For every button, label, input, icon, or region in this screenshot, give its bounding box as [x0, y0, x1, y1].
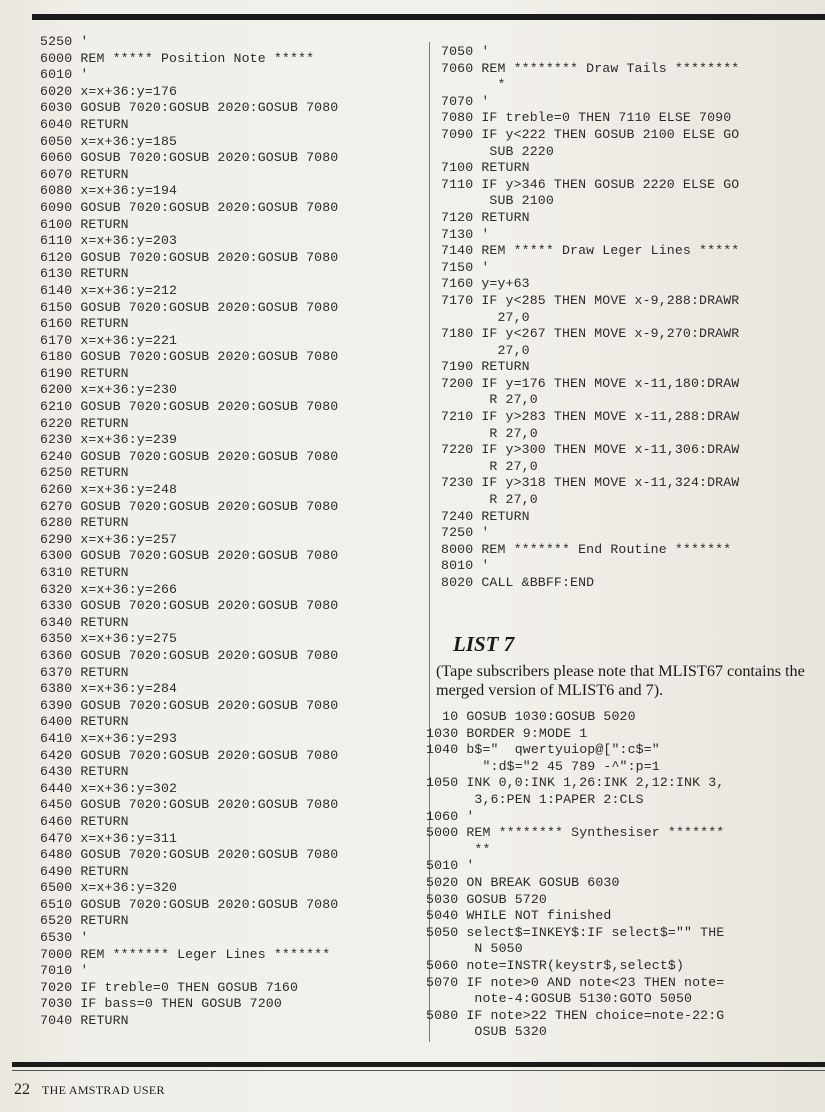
code-line: 1060 ' — [426, 808, 475, 824]
code-line: 6530 ' — [40, 930, 89, 946]
code-line: 7150 ' — [441, 259, 490, 275]
code-line: 6080 x=x+36:y=194 — [40, 183, 178, 199]
code-line: 6020 x=x+36:y=176 — [40, 83, 178, 99]
code-line: 1050 INK 0,0:INK 1,26:INK 2,12:INK 3, — [426, 775, 725, 791]
code-line: 1040 b$=" qwertyuiop@[":c$=" — [426, 742, 660, 758]
code-line: 6190 RETURN — [40, 365, 129, 381]
code-line: 7220 IF y>300 THEN MOVE x-11,306:DRAW — [441, 442, 740, 458]
code-line: 6070 RETURN — [40, 166, 129, 182]
code-line: 6320 x=x+36:y=266 — [40, 581, 178, 597]
code-line: 6110 x=x+36:y=203 — [40, 233, 178, 249]
list7-code-column — [426, 709, 724, 1041]
code-line: 5010 ' — [426, 858, 475, 874]
code-line: 27,0 — [441, 309, 530, 325]
code-line: 6330 GOSUB 7020:GOSUB 2020:GOSUB 7080 — [40, 598, 339, 614]
code-line: OSUB 5320 — [426, 1024, 547, 1040]
code-line: 7010 ' — [40, 963, 89, 979]
code-line: 6100 RETURN — [40, 216, 129, 232]
code-line: 5020 ON BREAK GOSUB 6030 — [426, 874, 620, 890]
code-line: 6520 RETURN — [40, 913, 129, 929]
code-line: 7070 ' — [441, 93, 490, 109]
right-code-column — [441, 44, 739, 592]
code-line: 7020 IF treble=0 THEN GOSUB 7160 — [40, 979, 299, 995]
code-line: 7100 RETURN — [441, 160, 530, 176]
code-line: 6410 x=x+36:y=293 — [40, 730, 178, 746]
code-line: 7140 REM ***** Draw Leger Lines ***** — [441, 243, 740, 259]
code-line: 7210 IF y>283 THEN MOVE x-11,288:DRAW — [441, 409, 740, 425]
code-line: 6240 GOSUB 7020:GOSUB 2020:GOSUB 7080 — [40, 448, 339, 464]
code-line: R 27,0 — [441, 458, 538, 474]
code-line: 6210 GOSUB 7020:GOSUB 2020:GOSUB 7080 — [40, 399, 339, 415]
code-line: SUB 2100 — [441, 193, 554, 209]
code-line: 3,6:PEN 1:PAPER 2:CLS — [426, 791, 644, 807]
code-line: R 27,0 — [441, 392, 538, 408]
code-line: 6170 x=x+36:y=221 — [40, 332, 178, 348]
code-line: 8020 CALL &BBFF:END — [441, 575, 595, 590]
code-line: 6220 RETURN — [40, 415, 129, 431]
code-line: 6350 x=x+36:y=275 — [40, 631, 178, 647]
code-line: 5060 note=INSTR(keystr$,select$) — [426, 957, 685, 973]
code-line: * — [441, 77, 506, 93]
code-line: 6140 x=x+36:y=212 — [40, 282, 178, 298]
code-line: 7060 REM ******** Draw Tails ******** — [441, 60, 740, 76]
code-line: 5250 ' — [40, 34, 89, 49]
code-line: ":d$="2 45 789 -^":p=1 — [426, 758, 660, 774]
code-line: 6480 GOSUB 7020:GOSUB 2020:GOSUB 7080 — [40, 847, 339, 863]
code-line: 6470 x=x+36:y=311 — [40, 830, 178, 846]
code-line: N 5050 — [426, 941, 523, 957]
code-line: 10 GOSUB 1030:GOSUB 5020 — [426, 709, 636, 724]
code-line: 6450 GOSUB 7020:GOSUB 2020:GOSUB 7080 — [40, 797, 339, 813]
code-line: 6160 RETURN — [40, 316, 129, 332]
top-rule — [32, 14, 825, 20]
code-line: 6440 x=x+36:y=302 — [40, 780, 178, 796]
code-line: 6360 GOSUB 7020:GOSUB 2020:GOSUB 7080 — [40, 647, 339, 663]
code-line: R 27,0 — [441, 492, 538, 508]
code-line: 7180 IF y<267 THEN MOVE x-9,270:DRAWR — [441, 326, 740, 342]
code-line: 7230 IF y>318 THEN MOVE x-11,324:DRAW — [441, 475, 740, 491]
code-line: 6200 x=x+36:y=230 — [40, 382, 178, 398]
code-line: 6260 x=x+36:y=248 — [40, 482, 178, 498]
code-line: 6040 RETURN — [40, 116, 129, 132]
code-line: 7030 IF bass=0 THEN GOSUB 7200 — [40, 996, 282, 1012]
code-line: 6050 x=x+36:y=185 — [40, 133, 178, 149]
code-line: 6490 RETURN — [40, 863, 129, 879]
code-line: 6130 RETURN — [40, 266, 129, 282]
code-line: 7000 REM ******* Leger Lines ******* — [40, 946, 331, 962]
bottom-rule-thin — [12, 1070, 825, 1071]
code-line: 7200 IF y=176 THEN MOVE x-11,180:DRAW — [441, 375, 740, 391]
code-line: 6120 GOSUB 7020:GOSUB 2020:GOSUB 7080 — [40, 249, 339, 265]
code-line: R 27,0 — [441, 425, 538, 441]
code-line: ** — [426, 841, 491, 857]
code-line: 6500 x=x+36:y=320 — [40, 880, 178, 896]
code-line: 6000 REM ***** Position Note ***** — [40, 50, 315, 66]
code-line: 7110 IF y>346 THEN GOSUB 2220 ELSE GO — [441, 176, 740, 192]
code-line: 5080 IF note>22 THEN choice=note-22:G — [426, 1007, 725, 1023]
code-line: 6340 RETURN — [40, 614, 129, 630]
code-line: 6420 GOSUB 7020:GOSUB 2020:GOSUB 7080 — [40, 747, 339, 763]
code-line: 1030 BORDER 9:MODE 1 — [426, 725, 588, 741]
code-line: 7240 RETURN — [441, 508, 530, 524]
code-line: 6300 GOSUB 7020:GOSUB 2020:GOSUB 7080 — [40, 548, 339, 564]
code-line: 7250 ' — [441, 525, 490, 541]
code-line: 5040 WHILE NOT finished — [426, 908, 612, 924]
code-line: 5070 IF note>0 AND note<23 THEN note= — [426, 974, 725, 990]
code-line: 6270 GOSUB 7020:GOSUB 2020:GOSUB 7080 — [40, 498, 339, 514]
code-line: 6380 x=x+36:y=284 — [40, 681, 178, 697]
code-line: 7090 IF y<222 THEN GOSUB 2100 ELSE GO — [441, 126, 740, 142]
code-line: 7050 ' — [441, 44, 490, 59]
code-line: 6090 GOSUB 7020:GOSUB 2020:GOSUB 7080 — [40, 199, 339, 215]
code-line: 7130 ' — [441, 226, 490, 242]
code-line: 7040 RETURN — [40, 1013, 129, 1029]
code-line: 6230 x=x+36:y=239 — [40, 432, 178, 448]
code-line: 8000 REM ******* End Routine ******* — [441, 541, 732, 557]
bottom-rule — [12, 1062, 825, 1067]
code-line: 6250 RETURN — [40, 465, 129, 481]
list7-heading: LIST 7 — [453, 632, 515, 656]
magazine-title: THE AMSTRAD USER — [42, 1083, 165, 1097]
code-line: 6460 RETURN — [40, 813, 129, 829]
code-line: 6030 GOSUB 7020:GOSUB 2020:GOSUB 7080 — [40, 100, 339, 116]
code-line: 6010 ' — [40, 67, 89, 83]
code-line: 6180 GOSUB 7020:GOSUB 2020:GOSUB 7080 — [40, 349, 339, 365]
code-line: 5030 GOSUB 5720 — [426, 891, 547, 907]
code-line: 6310 RETURN — [40, 565, 129, 580]
code-line: 7170 IF y<285 THEN MOVE x-9,288:DRAWR — [441, 292, 740, 308]
code-line: 8010 ' — [441, 558, 490, 574]
left-code-column — [40, 34, 338, 1030]
code-line: 6390 GOSUB 7020:GOSUB 2020:GOSUB 7080 — [40, 697, 339, 713]
code-line: 7080 IF treble=0 THEN 7110 ELSE 7090 — [441, 110, 732, 126]
page-footer — [14, 1081, 165, 1099]
code-line: SUB 2220 — [441, 143, 554, 159]
code-line: 6510 GOSUB 7020:GOSUB 2020:GOSUB 7080 — [40, 896, 339, 912]
code-line: 6400 RETURN — [40, 714, 129, 730]
code-line: 7160 y=y+63 — [441, 276, 530, 292]
code-line: 6150 GOSUB 7020:GOSUB 2020:GOSUB 7080 — [40, 299, 339, 315]
code-line: 5050 select$=INKEY$:IF select$="" THE — [426, 924, 725, 940]
code-line: note-4:GOSUB 5130:GOTO 5050 — [426, 991, 693, 1007]
code-line: 7120 RETURN — [441, 209, 530, 225]
code-line: 27,0 — [441, 342, 530, 358]
page-number: 22 — [14, 1081, 30, 1098]
list7-note: (Tape subscribers please note that MLIST67 contains the merged version of MLIST6 and 7). — [436, 662, 805, 699]
code-line: 6290 x=x+36:y=257 — [40, 531, 178, 547]
code-line: 6430 RETURN — [40, 764, 129, 780]
code-line: 7190 RETURN — [441, 359, 530, 375]
code-line: 5000 REM ******** Synthesiser ******* — [426, 825, 725, 841]
code-line: 6060 GOSUB 7020:GOSUB 2020:GOSUB 7080 — [40, 150, 339, 166]
code-line: 6280 RETURN — [40, 515, 129, 531]
code-line: 6370 RETURN — [40, 664, 129, 680]
